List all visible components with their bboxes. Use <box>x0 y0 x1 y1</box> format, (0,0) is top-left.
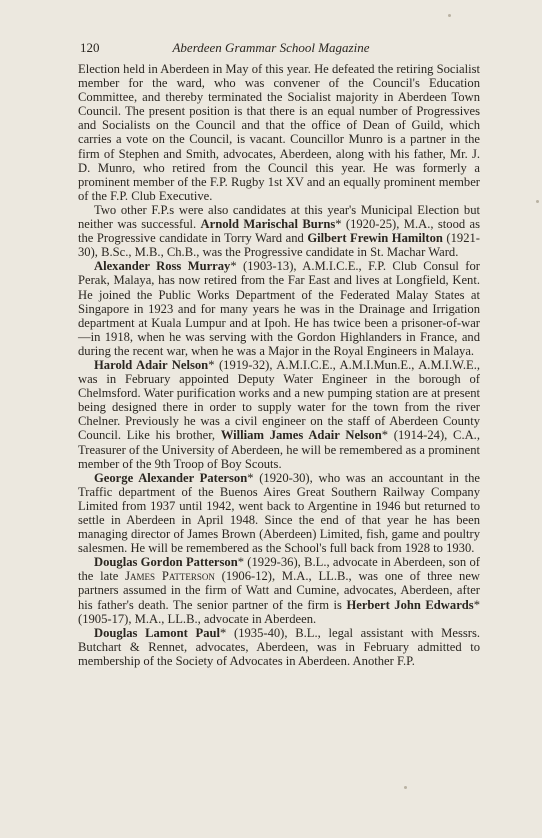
paragraph-text: * (1920-30), who was an accountant in the Traffic department of the Buenos Aires Great Southern Railway Company Limited from 1937 until 1942, went back to Argentine in 1946 but returned to settle in Aberdeen in April 1948. Since the end of that year he has been managing director of James Brown (Aberdeen) Limited, fish, game and poultry salesmen. He will be remembered as the School's full back from 1928 to 1930. <box>78 470 480 556</box>
paper-speck <box>404 786 407 789</box>
paragraph <box>78 358 480 471</box>
person-name: Arnold Marischal Burns <box>200 217 336 232</box>
person-name: Harold Adair Nelson <box>94 357 209 372</box>
paragraph <box>78 259 480 358</box>
person-name: George Alexander Paterson <box>94 470 248 485</box>
person-name: William James Adair Nelson <box>220 428 382 443</box>
paragraph-text: * (1935-40), B.L., legal assistant with Messrs. Butchart & Rennet, advocates, Aberdeen, was in February admitted to membership of the Society of Advocates in Aberdeen. Another F.P. <box>78 625 480 668</box>
person-name: Alexander Ross Murray <box>94 259 231 274</box>
page-number: 120 <box>80 40 100 55</box>
paper-speck <box>536 200 539 203</box>
paragraph <box>78 471 480 556</box>
paragraph <box>78 62 480 203</box>
paragraph-text: Election held in Aberdeen in May of this year. He defeated the retiring Socialist member for the ward, who was convener of the Council's Education Committee, and thereby terminated the Socialist majority in Aberdeen Town Council. The present position is that there is an equal number of Progressives and Socialists on the Council and that the office of Dean of Guild, which carries a vote on the Council, is vacant. Councillor Munro is a partner in the firm of Stephen and Smith, advocates, Aberdeen, along with his father, Mr. J. D. Munro, who retired from the Council this year. He was formerly a prominent member of the F.P. Rugby 1st XV and an equally prominent member of the F.P. Club Executive. <box>78 62 480 203</box>
person-name: Douglas Lamont Paul <box>94 625 220 640</box>
paragraph-text: * (1905-17), M.A., LL.B., advocate in Aberdeen. <box>78 597 480 626</box>
page-header <box>80 40 462 58</box>
person-name: Douglas Gordon Patterson <box>94 555 238 570</box>
running-head: Aberdeen Grammar School Magazine <box>172 40 370 55</box>
paragraph <box>78 555 480 625</box>
person-name: Gilbert Frewin Hamilton <box>307 231 443 246</box>
paragraph <box>78 203 480 259</box>
paragraph-text: Two other F.P.s were also candidates at this year's Municipal Election but neither was successful. <box>78 202 480 232</box>
person-name: Herbert John Edwards <box>346 597 474 612</box>
paragraph-text: (1921-30), B.Sc., M.B., Ch.B., was the Progressive candidate in St. Machar Ward. <box>78 231 480 260</box>
paragraph-text: * (1914-24), C.A., Treasurer of the University of Aberdeen, he will be remembered as a prominent member of the 9th Troop of Boy Scouts. <box>78 428 480 471</box>
paragraph <box>78 626 480 668</box>
paper-speck <box>448 14 451 17</box>
paragraph-text: * (1929-36), B.L., advocate in Aberdeen, son of the late <box>78 555 480 584</box>
article-body <box>78 62 480 668</box>
paragraph-text: * (1903-13), A.M.I.C.E., F.P. Club Consul for Perak, Malaya, has now retired from the Far East and lives at Longfield, Kent. He joined the Public Works Department of the Federated Malay States at Singapore in 1923 and for many years he was in the Drainage and Irrigation department at Kuala Lumpur and at Ipoh. He has twice been a prisoner-of-war—in 1918, when he was serving with the Gordon Highlanders in France, and during the recent war, when he was a Major in the Royal Engineers in Malaya. <box>78 259 480 358</box>
paragraph-text: * (1920-25), M.A., stood as the Progressive candidate in Torry Ward and <box>78 217 481 246</box>
paragraph-text: * (1919-32), A.M.I.C.E., A.M.I.Mun.E., A.M.I.W.E., was in February appointed Deputy Water Engineer in the borough of Chelmsford. Water purification works and a new pumping station are at present being designed there in order to supply water for the town from the river Chelner. Previously he was a civil engineer on the staff of Aberdeen County Council. Like his brother, <box>78 357 480 443</box>
person-name-smallcaps: James Patterson <box>125 569 215 584</box>
paragraph-text: (1906-12), M.A., LL.B., was one of three new partners assumed in the firm of Watt and Cumine, advocates, Aberdeen, after his father's death. The senior partner of the firm is <box>78 569 481 612</box>
